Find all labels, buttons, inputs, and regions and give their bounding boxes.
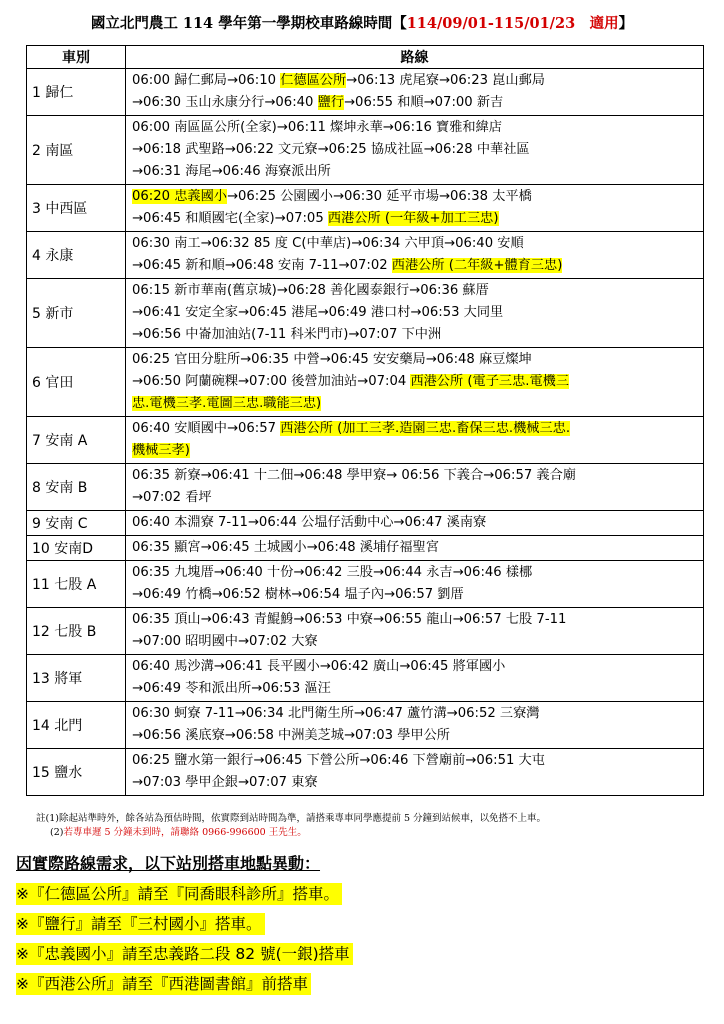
route-segment: →06:30 玉山永康分行→06:40	[132, 95, 318, 110]
route-cell	[126, 655, 704, 702]
highlighted-stop: 西港公所 (一年級+加工三忠)	[327, 211, 499, 226]
route-line	[132, 537, 697, 559]
route-cell	[126, 464, 704, 511]
route-segment: 06:35 九塊厝→06:40 十份→06:42 三股→06:44 永吉→06:46 樣梛	[132, 565, 533, 580]
table-row	[27, 655, 704, 702]
table-row	[27, 702, 704, 749]
route-segment: →06:45 新和順→06:48 安南 7-11→07:02	[132, 258, 392, 273]
route-line	[132, 186, 697, 208]
route-cell	[126, 348, 704, 417]
route-segment: 06:40 本淵寮 7-11→06:44 公塭仔活動中心→06:47 溪南寮	[132, 515, 487, 530]
route-line	[132, 324, 697, 346]
note-2: (2)若專車遲 5 分鐘未到時，請聯絡 0966-996600 王先生。	[50, 827, 307, 838]
table-row	[27, 185, 704, 232]
route-segment: 06:30 南工→06:32 85 度 C(中華店)→06:34 六甲頂→06:40 安順	[132, 236, 524, 251]
route-segment: →06:31 海尾→06:46 海寮派出所	[132, 164, 331, 179]
highlighted-stop: 西港公所 (電子三忠.電機三	[410, 374, 570, 389]
route-line	[132, 139, 697, 161]
change-item: ※『忠義國小』請至忠義路二段 82 號(一銀)搭車	[16, 942, 353, 966]
route-cell	[126, 185, 704, 232]
route-cell	[126, 69, 704, 116]
route-cell	[126, 749, 704, 796]
route-cell	[126, 116, 704, 185]
route-line	[132, 750, 697, 772]
route-cell	[126, 702, 704, 749]
vehicle-name: 13 將軍	[27, 655, 126, 702]
table-header-row	[27, 46, 704, 69]
table-row	[27, 536, 704, 561]
header-vehicle: 車別	[27, 46, 126, 69]
title-applies: 適用	[589, 15, 619, 32]
vehicle-name: 3 中西區	[27, 185, 126, 232]
route-segment: →06:49 竹橋→06:52 樹林→06:54 塭子內→06:57 劉厝	[132, 587, 464, 602]
table-row	[27, 69, 704, 116]
route-line	[132, 161, 697, 183]
change-item: ※『西港公所』請至『西港圖書館』前搭車	[16, 972, 353, 996]
route-line	[132, 487, 697, 509]
vehicle-name: 2 南區	[27, 116, 126, 185]
route-segment: 06:40 馬沙溝→06:41 長平國小→06:42 廣山→06:45 將軍國小	[132, 659, 506, 674]
route-cell	[126, 608, 704, 655]
note-1: 註(1)除起站準時外，餘各站為預估時間，依實際到站時間為準，請搭乘專車同學應提前 5 分鐘到站候車，以免搭不上車。	[36, 813, 547, 824]
table-row	[27, 561, 704, 608]
route-segment: 06:00 南區區公所(全家)→06:11 燦坤永華→06:16 寶雅和緯店	[132, 120, 502, 135]
route-line	[132, 349, 697, 371]
vehicle-name: 5 新市	[27, 279, 126, 348]
changes-list	[16, 882, 353, 1002]
route-line	[132, 302, 697, 324]
route-segment: →07:03 學甲企銀→07:07 東寮	[132, 775, 318, 790]
route-line	[132, 92, 697, 114]
table-row	[27, 279, 704, 348]
route-line	[132, 280, 697, 302]
vehicle-name: 4 永康	[27, 232, 126, 279]
page-title: 國立北門農工 114 學年第一學期校車路線時間【114/09/01-115/01/23 適用】	[90, 15, 634, 32]
table-row	[27, 116, 704, 185]
route-segment: →06:56 中崙加油站(7-11 科米門市)→07:07 下中洲	[132, 327, 442, 342]
route-segment: 06:25 鹽水第一銀行→06:45 下營公所→06:46 下營廟前→06:51 大屯	[132, 753, 545, 768]
route-cell	[126, 536, 704, 561]
vehicle-name: 1 歸仁	[27, 69, 126, 116]
route-cell	[126, 279, 704, 348]
header-route: 路線	[126, 46, 704, 69]
route-segment: →06:13 虎尾寮→06:23 崑山郵局	[346, 73, 545, 88]
route-segment: →06:41 安定全家→06:45 港尾→06:49 港口村→06:53 大同里	[132, 305, 504, 320]
vehicle-name: 7 安南 A	[27, 417, 126, 464]
table-row	[27, 232, 704, 279]
vehicle-name: 11 七股 A	[27, 561, 126, 608]
title-dates: 114/09/01-115/01/23	[406, 15, 576, 32]
route-segment: 06:00 歸仁郵局→06:10	[132, 73, 281, 88]
route-segment: 06:35 顯宮→06:45 土城國小→06:48 溪埔仔福聖宮	[132, 540, 439, 555]
vehicle-name: 8 安南 B	[27, 464, 126, 511]
highlighted-stop: 忠.電機三孝.電圖三忠.職能三忠)	[132, 396, 322, 411]
route-line	[132, 208, 697, 230]
route-segment: 06:35 新寮→06:41 十二佃→06:48 學甲寮→ 06:56 下義合→06:57 義合廟	[132, 468, 576, 483]
table-row	[27, 464, 704, 511]
route-segment: →06:49 苓和派出所→06:53 漚汪	[132, 681, 331, 696]
vehicle-name: 10 安南D	[27, 536, 126, 561]
route-line	[132, 465, 697, 487]
route-segment: →06:25 公園國小→06:30 延平市場→06:38 太平橋	[226, 189, 532, 204]
vehicle-name: 12 七股 B	[27, 608, 126, 655]
route-line	[132, 772, 697, 794]
route-line	[132, 512, 697, 534]
route-cell	[126, 417, 704, 464]
route-cell	[126, 232, 704, 279]
highlighted-stop: 西港公所 (加工三孝.造園三忠.畜保三忠.機械三忠.	[280, 421, 571, 436]
vehicle-name: 14 北門	[27, 702, 126, 749]
change-item: ※『仁德區公所』請至『同喬眼科診所』搭車。	[16, 882, 353, 906]
route-segment: 06:40 安順國中→06:57	[132, 421, 281, 436]
table-row	[27, 511, 704, 536]
route-line	[132, 631, 697, 653]
route-segment: →06:55 和順→07:00 新吉	[344, 95, 504, 110]
route-segment: 06:35 頂山→06:43 青鯤鯓→06:53 中寮→06:55 龍山→06:57 七股 7-11	[132, 612, 567, 627]
route-segment: →06:45 和順國宅(全家)→07:05	[132, 211, 328, 226]
vehicle-name: 6 官田	[27, 348, 126, 417]
route-segment: →06:18 武聖路→06:22 文元寮→06:25 協成社區→06:28 中華社區	[132, 142, 530, 157]
route-line	[132, 609, 697, 631]
route-line	[132, 418, 697, 440]
table-row	[27, 348, 704, 417]
route-line	[132, 371, 697, 393]
route-line	[132, 233, 697, 255]
route-cell	[126, 561, 704, 608]
changes-heading: 因實際路線需求，以下站別搭車地點異動：	[16, 854, 321, 873]
route-line	[132, 440, 697, 462]
route-line	[132, 584, 697, 606]
notes	[36, 812, 546, 840]
schedule-table	[26, 45, 704, 796]
route-line	[132, 562, 697, 584]
route-line	[132, 117, 697, 139]
route-segment: 06:25 官田分駐所→06:35 中營→06:45 安安藥局→06:48 麻豆燦坤	[132, 352, 532, 367]
route-line	[132, 393, 697, 415]
change-item: ※『鹽行』請至『三村國小』搭車。	[16, 912, 353, 936]
highlighted-stop: 06:20 忠義國小	[132, 189, 227, 204]
highlighted-stop: 鹽行	[317, 95, 344, 110]
vehicle-name: 9 安南 C	[27, 511, 126, 536]
highlighted-stop: 仁德區公所	[280, 73, 347, 88]
highlighted-stop: 機械三孝)	[132, 443, 190, 458]
route-segment: →06:50 阿蘭碗粿→07:00 後營加油站→07:04	[132, 374, 411, 389]
table-row	[27, 417, 704, 464]
route-segment: →07:00 昭明國中→07:02 大寮	[132, 634, 318, 649]
route-segment: 06:15 新市華南(舊京城)→06:28 善化國泰銀行→06:36 蘇厝	[132, 283, 489, 298]
route-segment: 06:30 蚵寮 7-11→06:34 北門衛生所→06:47 蘆竹溝→06:52 三寮灣	[132, 706, 540, 721]
route-line	[132, 725, 697, 747]
route-line	[132, 656, 697, 678]
route-line	[132, 703, 697, 725]
route-line	[132, 678, 697, 700]
route-segment: →06:56 溪底寮→06:58 中洲美芝城→07:03 學甲公所	[132, 728, 450, 743]
route-cell	[126, 511, 704, 536]
table-row	[27, 608, 704, 655]
route-line	[132, 255, 697, 277]
route-line	[132, 70, 697, 92]
highlighted-stop: 西港公所 (二年級+體育三忠)	[391, 258, 563, 273]
route-segment: →07:02 看坪	[132, 490, 212, 505]
table-row	[27, 749, 704, 796]
vehicle-name: 15 鹽水	[27, 749, 126, 796]
